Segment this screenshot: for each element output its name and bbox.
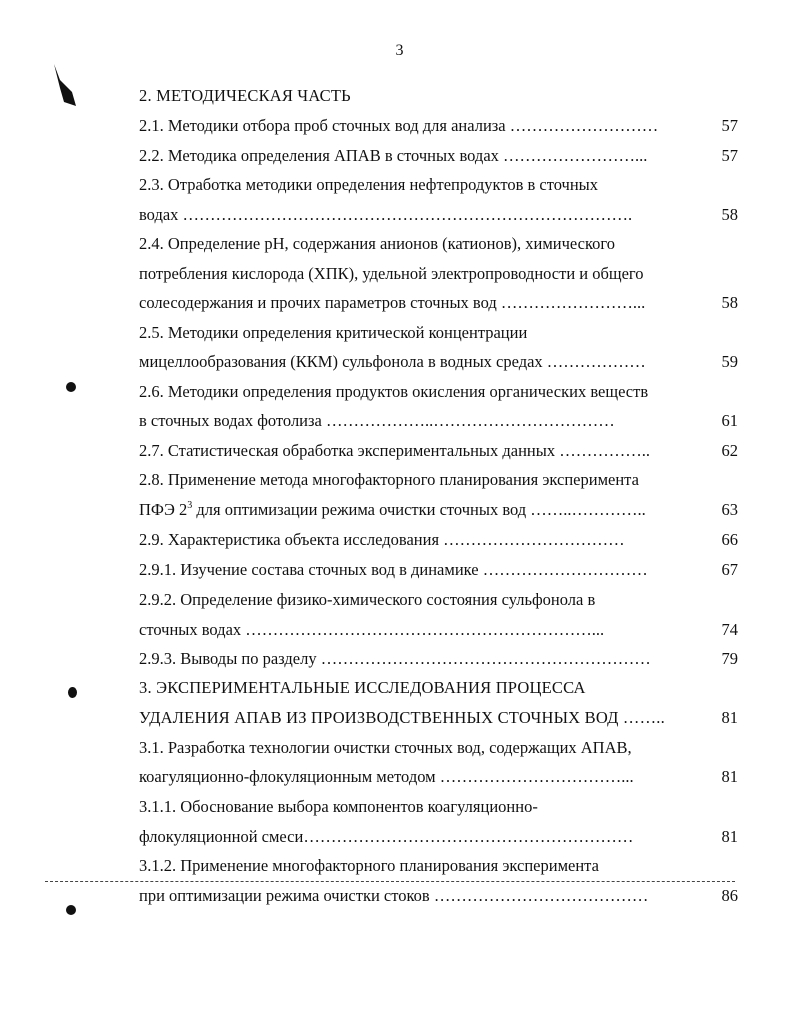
toc-entry: мицеллообразования (ККМ) сульфонола в водных средах ……………… (139, 352, 646, 371)
toc-page: 57 (721, 116, 738, 135)
toc-page: 61 (721, 411, 738, 430)
toc-page: 81 (721, 708, 738, 727)
scan-line (45, 881, 735, 882)
toc-heading: 2. МЕТОДИЧЕСКАЯ ЧАСТЬ (139, 86, 351, 105)
margin-dot (68, 687, 77, 698)
margin-mark (50, 62, 80, 112)
toc-heading: УДАЛЕНИЯ АПАВ ИЗ ПРОИЗВОДСТВЕННЫХ СТОЧНЫХ ВОД …….. (139, 708, 665, 727)
toc-entry: 2.4. Определение рН, содержания анионов (катионов), химического (139, 234, 615, 253)
toc-page: 57 (721, 146, 738, 165)
toc-page: 66 (721, 530, 738, 549)
toc-page: 86 (721, 886, 738, 905)
toc-page: 63 (721, 500, 738, 519)
toc-entry: коагуляционно-флокуляционным методом ……………………………... (139, 767, 634, 786)
toc-entry (139, 498, 646, 522)
toc-entry: 2.9.2. Определение физико-химического состояния сульфонола в (139, 590, 596, 609)
toc-page: 74 (721, 620, 738, 639)
toc-page: 62 (721, 441, 738, 460)
toc-heading: 3. ЭКСПЕРИМЕНТАЛЬНЫЕ ИССЛЕДОВАНИЯ ПРОЦЕССА (139, 678, 586, 697)
toc-page: 67 (721, 560, 738, 579)
toc-entry: 2.8. Применение метода многофакторного планирования эксперимента (139, 470, 639, 489)
margin-dot (66, 905, 76, 915)
toc-entry-text: для оптимизации режима очистки сточных вод ……..………….. (192, 500, 646, 519)
toc-entry: потребления кислорода (ХПК), удельной электропроводности и общего (139, 264, 644, 283)
toc-page: 58 (721, 205, 738, 224)
toc-entry: солесодержания и прочих параметров сточных вод ……………………... (139, 293, 646, 312)
toc-entry: 2.9.1. Изучение состава сточных вод в динамике ………………………… (139, 560, 648, 579)
toc-entry: 2.9. Характеристика объекта исследования …………………………… (139, 530, 625, 549)
toc-entry: 2.7. Статистическая обработка экспериментальных данных …………….. (139, 441, 650, 460)
toc-page: 81 (721, 827, 738, 846)
toc-entry: в сточных водах фотолиза ………………..…………………………… (139, 411, 615, 430)
toc-entry: 2.3. Отработка методики определения нефтепродуктов в сточных (139, 175, 599, 194)
toc-entry: 3.1. Разработка технологии очистки сточных вод, содержащих АПАВ, (139, 738, 632, 757)
toc-entry: 2.5. Методики определения критической концентрации (139, 323, 528, 342)
page-number: 3 (395, 42, 404, 59)
superscript: 3 (187, 499, 193, 511)
toc-entry: сточных водах ………………………………………………………... (139, 620, 605, 639)
toc-page: 59 (721, 352, 738, 371)
toc-entry: 2.2. Методика определения АПАВ в сточных водах ……………………... (139, 146, 648, 165)
toc-page: 58 (721, 293, 738, 312)
toc-page: 81 (721, 767, 738, 786)
margin-dot (66, 382, 76, 392)
toc-entry: 2.1. Методики отбора проб сточных вод для анализа ……………………… (139, 116, 659, 135)
toc-entry: 3.1.2. Применение многофакторного планирования эксперимента (139, 856, 599, 875)
toc-entry: 3.1.1. Обоснование выбора компонентов коагуляционно- (139, 797, 538, 816)
toc-entry: 2.6. Методики определения продуктов окисления органических веществ (139, 382, 649, 401)
toc-page: 79 (721, 649, 738, 668)
toc-entry-text: ПФЭ 2 (139, 500, 188, 519)
toc-entry: 2.9.3. Выводы по разделу …………………………………………………… (139, 649, 651, 668)
toc-entry: при оптимизации режима очистки стоков ………………………………… (139, 886, 649, 905)
toc-entry: флокуляционной смеси…………………………………………………… (139, 827, 634, 846)
toc-entry: водах ………………………………………………………………………. (139, 205, 633, 224)
